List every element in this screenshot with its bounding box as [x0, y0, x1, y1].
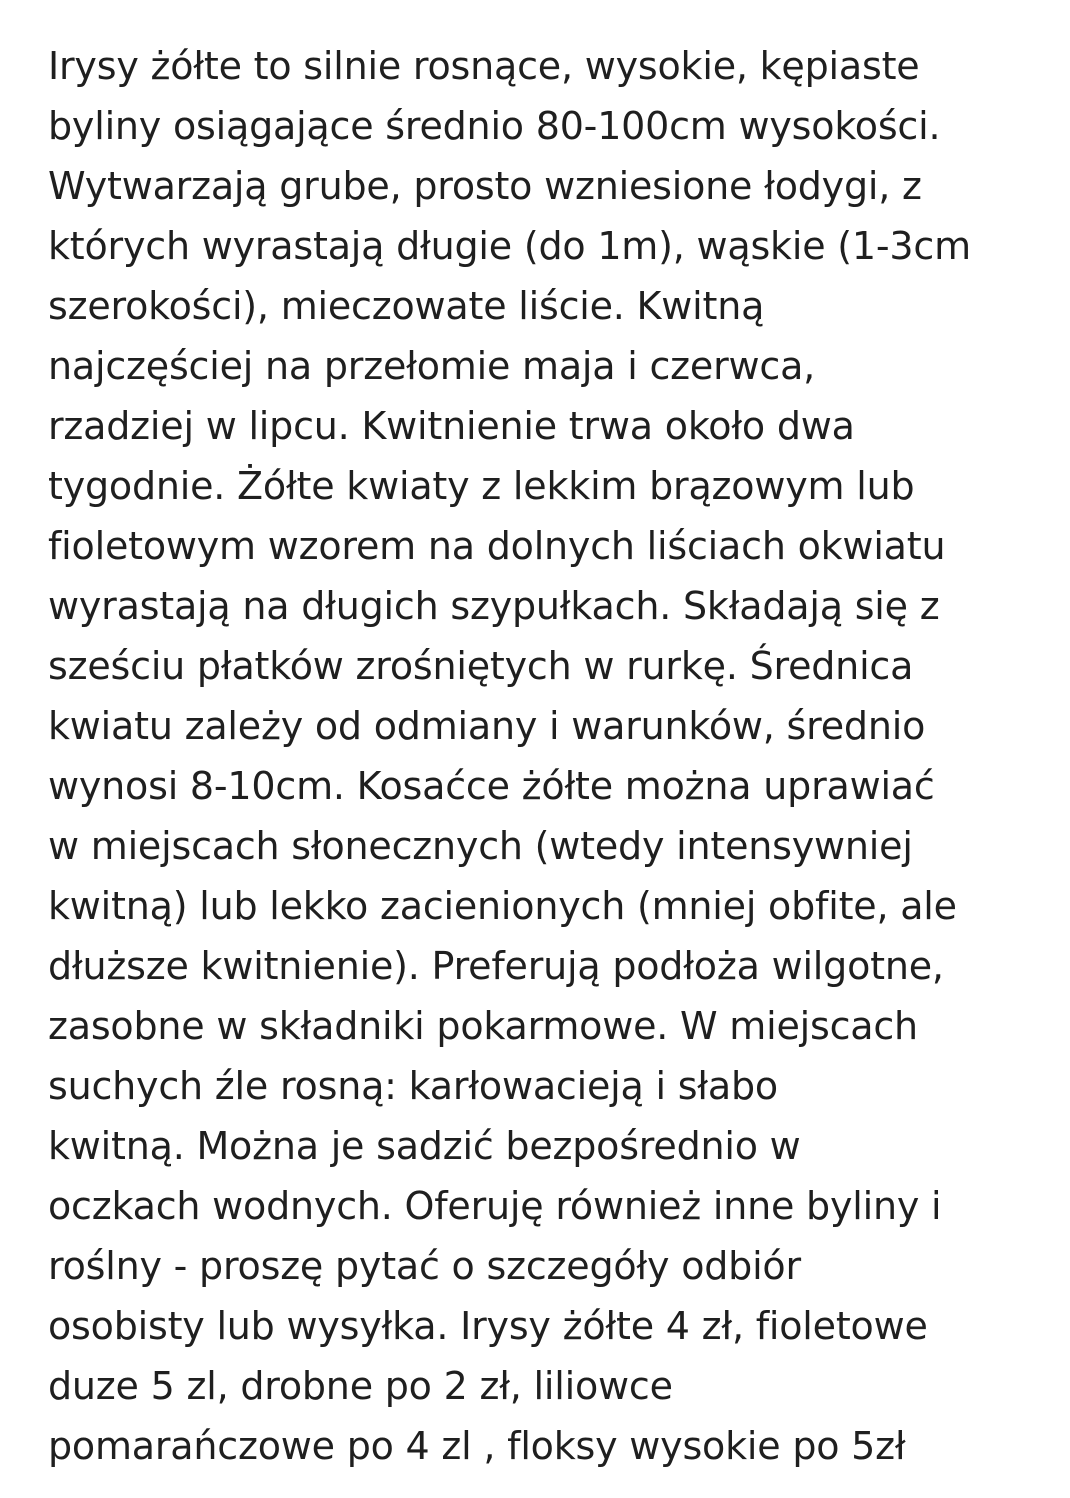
description-line: kwitną. Można je sadzić bezpośrednio w: [48, 1124, 801, 1168]
description-line: fioletowym wzorem na dolnych liściach okwiatu: [48, 524, 946, 568]
description-line: duze 5 zl, drobne po 2 zł, liliowce: [48, 1364, 673, 1408]
description-line: dłuższe kwitnienie). Preferują podłoża wilgotne,: [48, 944, 944, 988]
description-line: kwiatu zależy od odmiany i warunków, średnio: [48, 704, 926, 748]
description-line: Wytwarzają grube, prosto wzniesione łodygi, z: [48, 164, 922, 208]
description-line: Irysy żółte to silnie rosnące, wysokie, kępiaste: [48, 44, 920, 88]
description-line: wynosi 8-10cm. Kosaćce żółte można uprawiać: [48, 764, 935, 808]
description-line: szerokości), mieczowate liście. Kwitną: [48, 284, 765, 328]
description-line: pomarańczowe po 4 zl , floksy wysokie po 5zł: [48, 1424, 906, 1468]
listing-description: [48, 36, 1058, 1476]
description-line: rzadziej w lipcu. Kwitnienie trwa około dwa: [48, 404, 855, 448]
description-line: suchych źle rosną: karłowacieją i słabo: [48, 1064, 778, 1108]
description-line: sześciu płatków zrośniętych w rurkę. Średnica: [48, 644, 914, 688]
description-line: kwitną) lub lekko zacienionych (mniej obfite, ale: [48, 884, 957, 928]
description-line: najczęściej na przełomie maja i czerwca,: [48, 344, 816, 388]
description-line: byliny osiągające średnio 80-100cm wysokości.: [48, 104, 941, 148]
description-line: w miejscach słonecznych (wtedy intensywniej: [48, 824, 913, 868]
description-line: osobisty lub wysyłka. Irysy żółte 4 zł, fioletowe: [48, 1304, 928, 1348]
description-line: wyrastają na długich szypułkach. Składają się z: [48, 584, 940, 628]
description-line: oczkach wodnych. Oferuję również inne byliny i: [48, 1184, 942, 1228]
description-line: roślny - proszę pytać o szczegóły odbiór: [48, 1244, 801, 1288]
description-line: których wyrastają długie (do 1m), wąskie (1-3cm: [48, 224, 971, 268]
description-line: tygodnie. Żółte kwiaty z lekkim brązowym lub: [48, 464, 915, 508]
description-line: zasobne w składniki pokarmowe. W miejscach: [48, 1004, 918, 1048]
